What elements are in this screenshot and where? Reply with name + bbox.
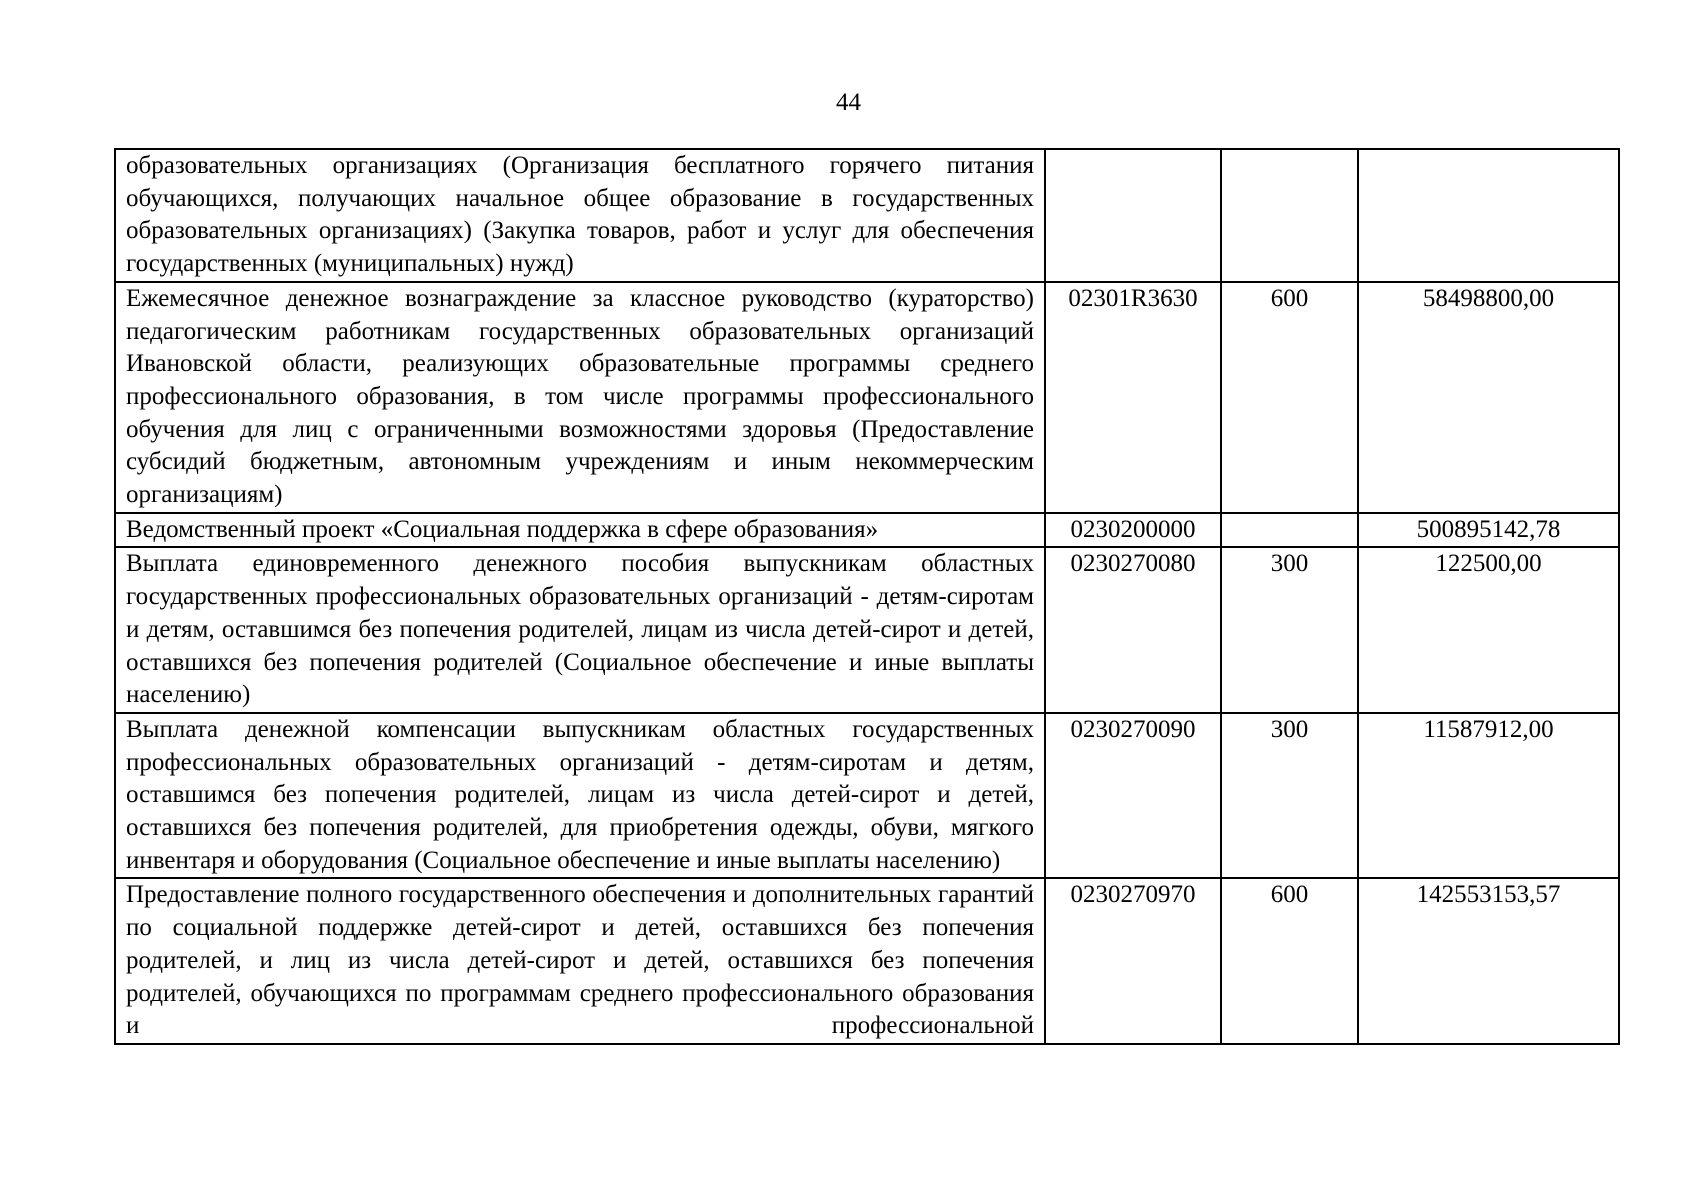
expense-type-cell	[1221, 513, 1358, 548]
sum-cell	[1358, 149, 1619, 282]
table-row	[115, 878, 1619, 1044]
target-article-cell	[1045, 149, 1221, 282]
row-name-cell: Предоставление полного государственного обеспечения и дополнительных гарантий по социальной поддержке детей-сирот и детей, оставшихся без попечения родителей, и лиц из числа детей-сирот и детей, оставшихся без попечения родителей, обучающихся по программам среднего профессионального образования и профессиональной	[115, 878, 1045, 1044]
sum-cell: 142553153,57	[1358, 878, 1619, 1044]
target-article-cell: 02301R3630	[1045, 282, 1221, 513]
table-row	[115, 149, 1619, 282]
table-row	[115, 513, 1619, 548]
row-name-cell: Ведомственный проект «Социальная поддержка в сфере образования»	[115, 513, 1045, 548]
target-article-cell: 0230270090	[1045, 713, 1221, 879]
row-name-cell: Выплата денежной компенсации выпускникам областных государственных профессиональных образовательных организаций - детям-сиротам и детям, оставшимся без попечения родителей, лицам из числа детей-сирот и детей, оставшихся без попечения родителей, для приобретения одежды, обуви, мягкого инвентаря и оборудования (Социальное обеспечение и иные выплаты населению)	[115, 713, 1045, 879]
expense-type-cell	[1221, 149, 1358, 282]
target-article-cell: 0230270080	[1045, 547, 1221, 713]
table-row	[115, 547, 1619, 713]
expense-type-cell: 600	[1221, 282, 1358, 513]
sum-cell: 11587912,00	[1358, 713, 1619, 879]
budget-table	[114, 148, 1620, 1045]
page-number: 44	[836, 89, 861, 116]
row-name-cell: Выплата единовременного денежного пособия выпускникам областных государственных профессиональных образовательных организаций - детям-сиротам и детям, оставшимся без попечения родителей, лицам из числа детей-сирот и детей, оставшихся без попечения родителей (Социальное обеспечение и иные выплаты населению)	[115, 547, 1045, 713]
row-name-cell: Ежемесячное денежное вознаграждение за классное руководство (кураторство) педагогическим работникам государственных образовательных организаций Ивановской области, реализующих образовательные программы среднего профессионального образования, в том числе программы профессионального обучения для лиц с ограниченными возможностями здоровья (Предоставление субсидий бюджетным, автономным учреждениям и иным некоммерческим организациям)	[115, 282, 1045, 513]
row-name-cell: образовательных организациях (Организация бесплатного горячего питания обучающихся, получающих начальное общее образование в государственных образовательных организациях) (Закупка товаров, работ и услуг для обеспечения государственных (муниципальных) нужд)	[115, 149, 1045, 282]
expense-type-cell: 300	[1221, 713, 1358, 879]
table-row	[115, 713, 1619, 879]
expense-type-cell: 600	[1221, 878, 1358, 1044]
target-article-cell: 0230200000	[1045, 513, 1221, 548]
target-article-cell: 0230270970	[1045, 878, 1221, 1044]
table-row	[115, 282, 1619, 513]
sum-cell: 122500,00	[1358, 547, 1619, 713]
sum-cell: 500895142,78	[1358, 513, 1619, 548]
sum-cell: 58498800,00	[1358, 282, 1619, 513]
expense-type-cell: 300	[1221, 547, 1358, 713]
